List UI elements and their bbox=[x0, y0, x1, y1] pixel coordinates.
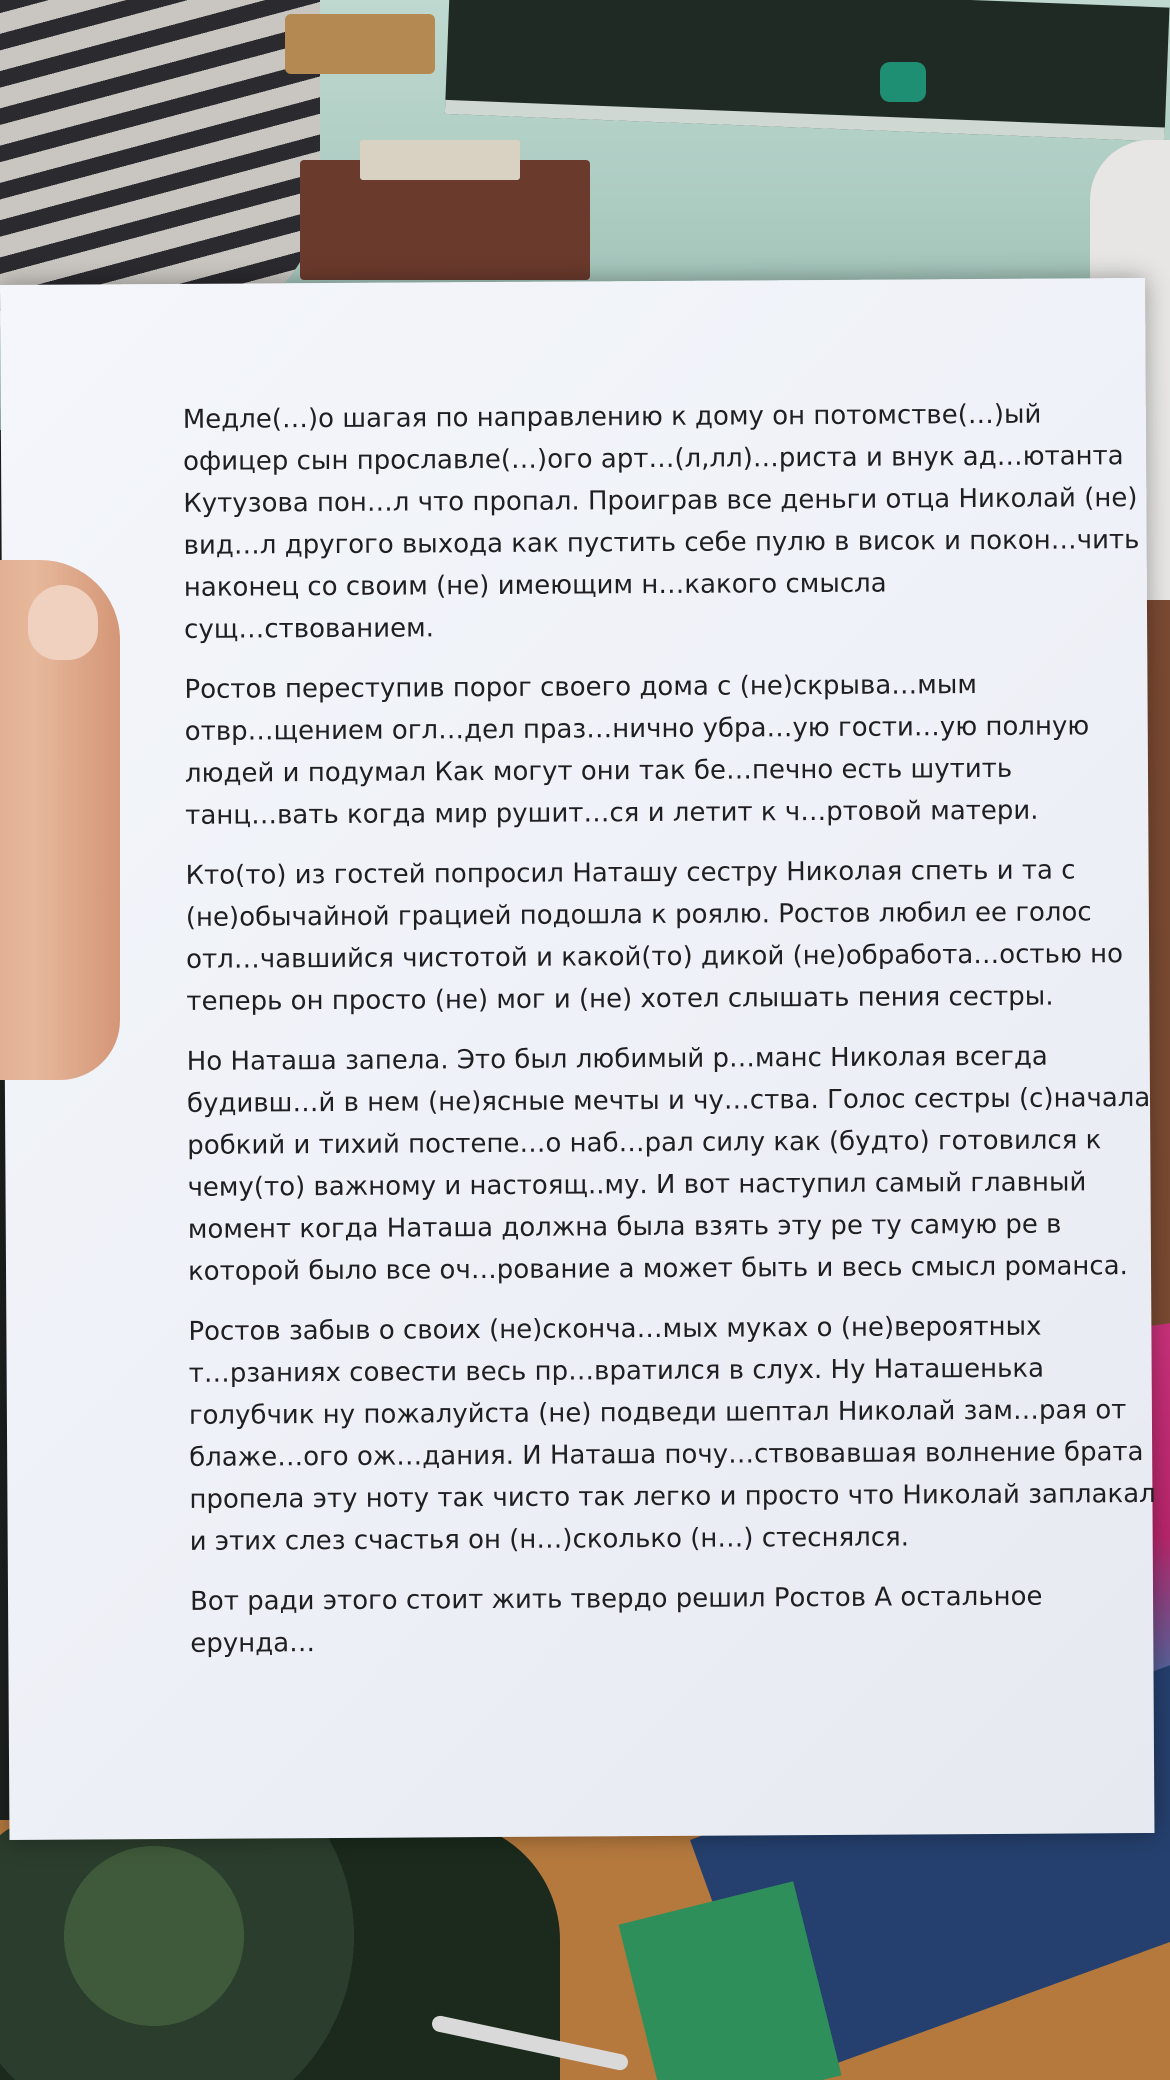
text-line: теперь он просто (не) мог и (не) хотел слышать пения сестры. bbox=[186, 981, 1054, 1017]
text-line: робкий и тихий постепе…о наб…рал силу как (будто) готовился к bbox=[187, 1125, 1102, 1161]
text-line: Кто(то) из гостей попросил Наташу сестру Николая спеть и та с bbox=[185, 855, 1076, 891]
paragraph-6 bbox=[190, 1575, 1090, 1664]
text-line: Вот ради этого стоит жить твердо решил Ростов А остальное bbox=[189, 1581, 1043, 1617]
exercise-text bbox=[182, 393, 1156, 1682]
paragraph-3 bbox=[185, 849, 1124, 1022]
paragraph-4 bbox=[186, 1035, 1151, 1292]
text-line: танц…вать когда мир рушит…ся и летит к ч…ртовой матери. bbox=[185, 795, 1039, 831]
text-line: наконец со своим (не) имеющим н…какого смысла bbox=[183, 568, 887, 603]
text-line: ерунда… bbox=[190, 1628, 316, 1659]
text-line: чему(то) важному и настоящ..му. И вот наступил самый главный bbox=[187, 1167, 1087, 1203]
text-line: которой было все оч…рование а может быть и весь смысл романса. bbox=[187, 1251, 1128, 1287]
board-magnet bbox=[880, 62, 926, 102]
paragraph-5 bbox=[188, 1305, 1156, 1562]
thumb-nail bbox=[28, 585, 98, 660]
text-line: отл…чавшийся чистотой и какой(то) дикой (не)обработа…остью но bbox=[186, 939, 1124, 975]
text-line: сущ…ствованием. bbox=[184, 613, 435, 645]
paragraph-1 bbox=[182, 393, 1140, 650]
text-line: Но Наташа запела. Это был любимый р…манс Николая всегда bbox=[186, 1041, 1048, 1077]
text-line: Ростов забыв о своих (не)сконча…мых муках о (не)вероятных bbox=[188, 1311, 1042, 1347]
text-line: голубчик ну пожалуйста (не) подведи шептал Николай зам…рая от bbox=[188, 1395, 1127, 1431]
text-line: и этих слез счастья он (н…)сколько (н…) стеснялся. bbox=[189, 1522, 910, 1557]
text-line: блаже…ого ож…дания. И Наташа почу…ствовавшая волнение брата bbox=[189, 1437, 1144, 1473]
text-line: офицер сын прославле(…)ого арт…(л,лл)…риста и внук ад…ютанта bbox=[182, 441, 1124, 477]
text-line: момент когда Наташа должна была взять эту ре ту самую ре в bbox=[187, 1209, 1062, 1245]
text-line: Ростов переступив порог своего дома с (не)скрыва…мым bbox=[184, 670, 978, 705]
books-on-desk bbox=[360, 140, 520, 180]
text-line: вид…л другого выхода как пустить себе пулю в висок и покон…чить bbox=[183, 525, 1140, 561]
paragraph-2 bbox=[184, 663, 1090, 836]
striped-sweater bbox=[0, 0, 320, 330]
text-line: будивш…й в нем (не)ясные мечты и чу…ства. Голос сестры (с)начала bbox=[186, 1082, 1151, 1119]
printed-sheet bbox=[0, 278, 1154, 1840]
text-line: отвр…щением огл…дел праз…нично убра…ую гости…ую полную bbox=[184, 711, 1090, 747]
text-line: Медле(…)о шагая по направлению к дому он потомстве(…)ый bbox=[182, 399, 1042, 435]
text-line: (не)обычайной грацией подошла к роялю. Ростов любил ее голос bbox=[185, 897, 1092, 933]
chair bbox=[285, 14, 435, 74]
text-line: пропела эту ноту так чисто так легко и просто что Николай заплакал bbox=[189, 1478, 1156, 1515]
text-line: т…рзаниях совести весь пр…вратился в слух. Ну Наташенька bbox=[188, 1353, 1045, 1389]
text-line: людей и подумал Как могут они так бе…печно есть шутить bbox=[184, 753, 1013, 789]
pencil-case bbox=[0, 1820, 560, 2080]
text-line: Кутузова пон…л что пропал. Проиграв все деньги отца Николай (не) bbox=[183, 483, 1138, 519]
